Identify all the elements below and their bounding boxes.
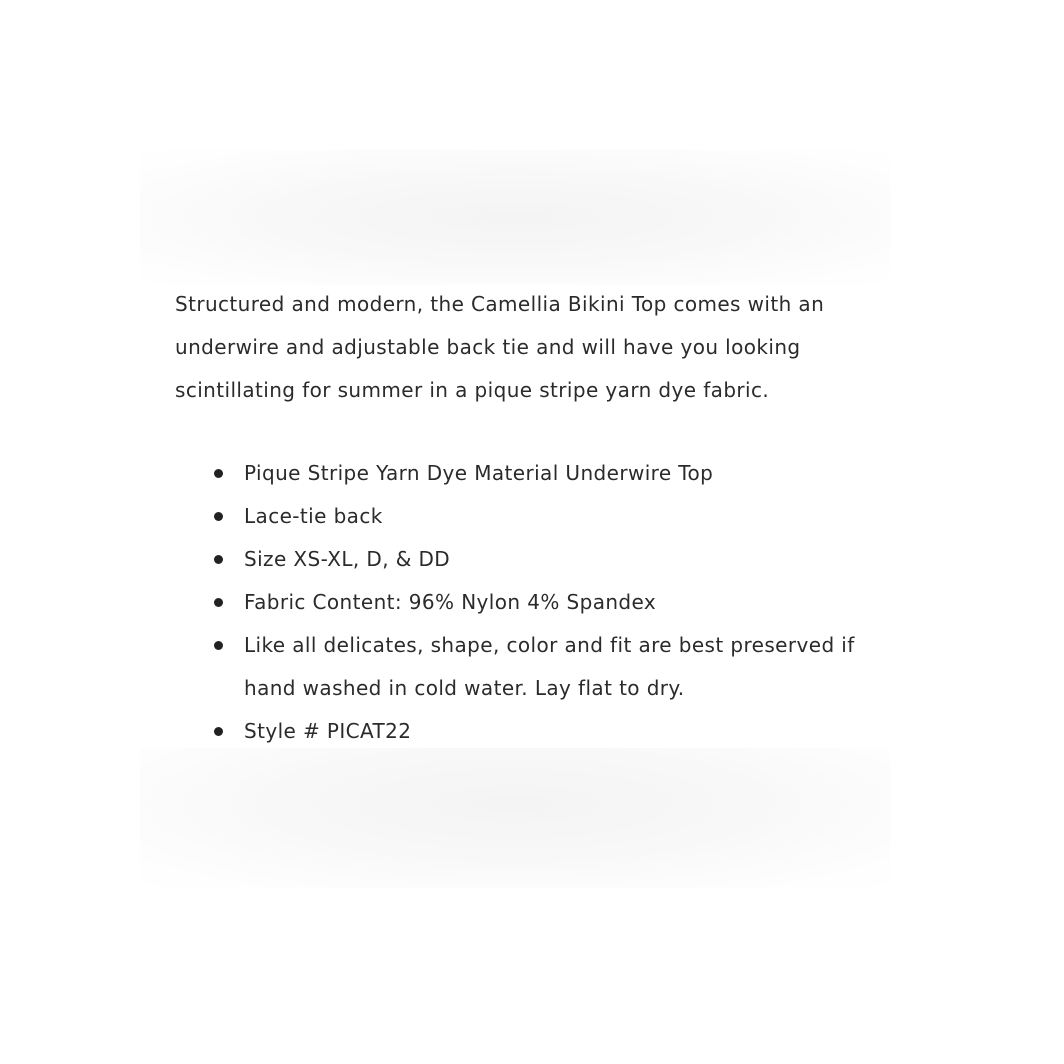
feature-list bbox=[175, 452, 875, 753]
description-paragraph: Structured and modern, the Camellia Bikini Top comes with an underwire and adjustable back tie and will have you looking scintillating for summer in a pique stripe yarn dye fabric. bbox=[175, 292, 825, 402]
top-shaded-area bbox=[140, 150, 890, 285]
list-item bbox=[175, 538, 875, 581]
bullet-icon bbox=[214, 469, 223, 478]
list-item bbox=[175, 581, 875, 624]
list-item bbox=[175, 495, 875, 538]
bottom-shaded-area bbox=[140, 748, 890, 888]
list-item-text: Size XS-XL, D, & DD bbox=[244, 547, 451, 571]
list-item bbox=[175, 452, 875, 495]
bullet-icon bbox=[214, 512, 223, 521]
list-item-text: Style # PICAT22 bbox=[244, 719, 412, 743]
bullet-icon bbox=[214, 727, 223, 736]
bullet-icon bbox=[214, 555, 223, 564]
list-item-text: Lace-tie back bbox=[244, 504, 383, 528]
list-item-text: Like all delicates, shape, color and fit are best preserved if hand washed in cold water. Lay flat to dry. bbox=[244, 633, 855, 700]
list-item bbox=[175, 710, 875, 753]
list-item-text: Pique Stripe Yarn Dye Material Underwire Top bbox=[244, 461, 714, 485]
list-item-text: Fabric Content: 96% Nylon 4% Spandex bbox=[244, 590, 657, 614]
product-description bbox=[175, 283, 875, 753]
list-item bbox=[175, 624, 875, 710]
bullet-icon bbox=[214, 641, 223, 650]
bullet-icon bbox=[214, 598, 223, 607]
